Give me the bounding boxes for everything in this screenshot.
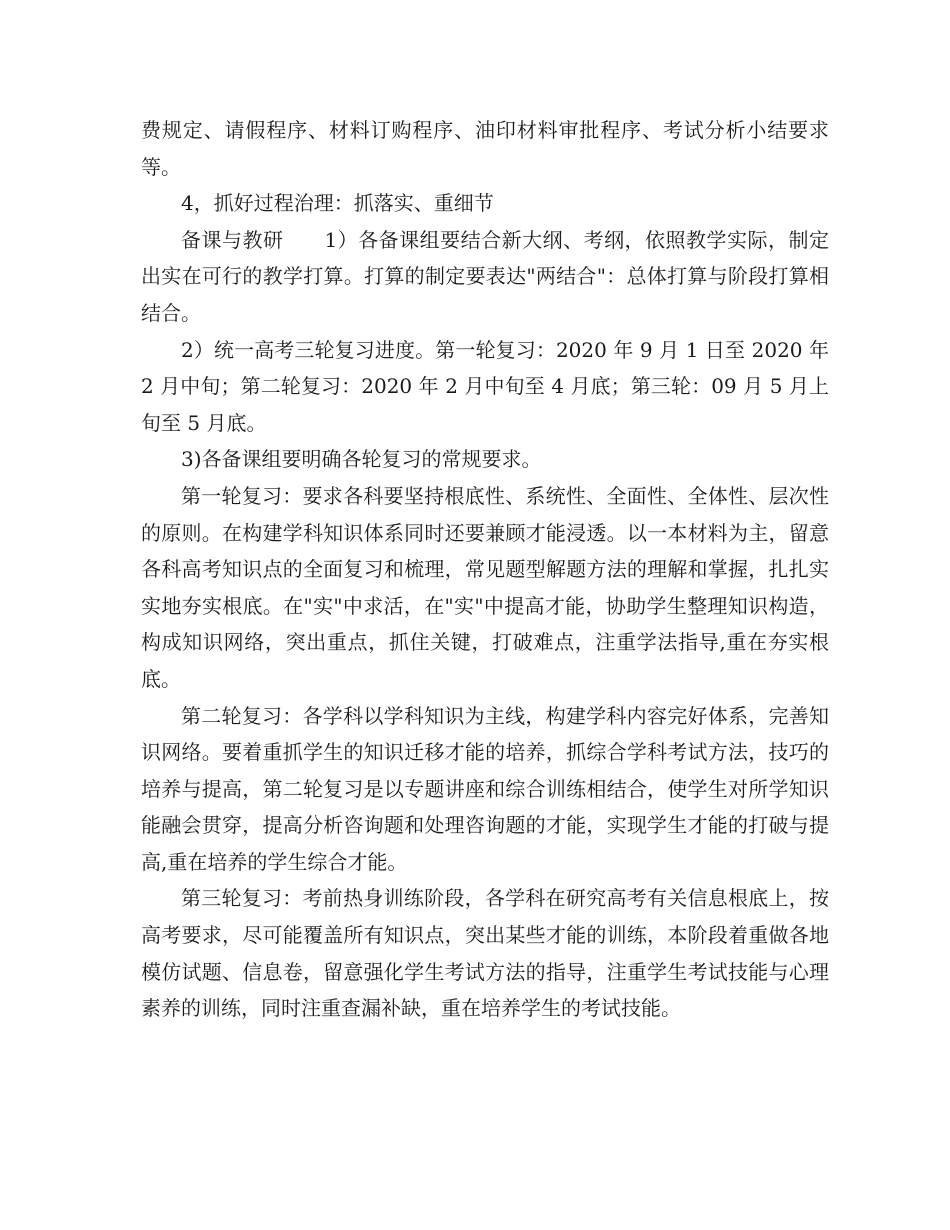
paragraph-review-schedule: 2）统一高考三轮复习进度。第一轮复习：2020 年 9 月 1 日至 2020 年 2 月中旬；第二轮复习：2020 年 2 月中旬至 4 月底；第三轮：09 月 5 月上旬至 5 月底。 xyxy=(141,337,829,435)
paragraph-heading-process-management: 4，抓好过程治理：抓落实、重细节 xyxy=(181,191,494,216)
paragraph-continuation: 费规定、请假程序、材料订购程序、油印材料审批程序、考试分析小结要求等。 xyxy=(141,118,829,179)
paragraph-third-round: 第三轮复习：考前热身训练阶段，各学科在研究高考有关信息根底上，按高考要求，尽可能覆盖所有知识点，突出某些才能的训练，本阶段着重做各地模仿试题、信息卷，留意强化学生考试方法的指导，注重学生考试技能与心理素养的训练，同时注重查漏补缺，重在培养学生的考试技能。 xyxy=(141,886,829,1021)
paragraph-first-round: 第一轮复习：要求各科要坚持根底性、系统性、全面性、全体性、层次性的原则。在构建学科知识体系同时还要兼顾才能浸透。以一本材料为主，留意各科高考知识点的全面复习和梳理，常见题型解题方法的理解和掌握，扎扎实实地夯实根底。在"实"中求活，在"实"中提高才能，协助学生整理知识构造，构成知识网络，突出重点，抓住关键，打破难点，注重学法指导,重在夯实根底。 xyxy=(141,483,829,691)
paragraph-review-requirements: 3)各备课组要明确各轮复习的常规要求。 xyxy=(181,447,542,472)
document-body xyxy=(141,112,829,1027)
paragraph-second-round: 第二轮复习：各学科以学科知识为主线，构建学科内容完好体系，完善知识网络。要着重抓学生的知识迁移才能的培养，抓综合学科考试方法，技巧的培养与提高，第二轮复习是以专题讲座和综合训练相结合，使学生对所学知识能融会贯穿，提高分析咨询题和处理咨询题的才能，实现学生才能的打破与提高,重在培养的学生综合才能。 xyxy=(141,703,829,874)
paragraph-lesson-prep: 备课与教研 1）各备课组要结合新大纲、考纲，依照教学实际，制定出实在可行的教学打算。打算的制定要表达"两结合"：总体打算与阶段打算相结合。 xyxy=(141,227,829,325)
